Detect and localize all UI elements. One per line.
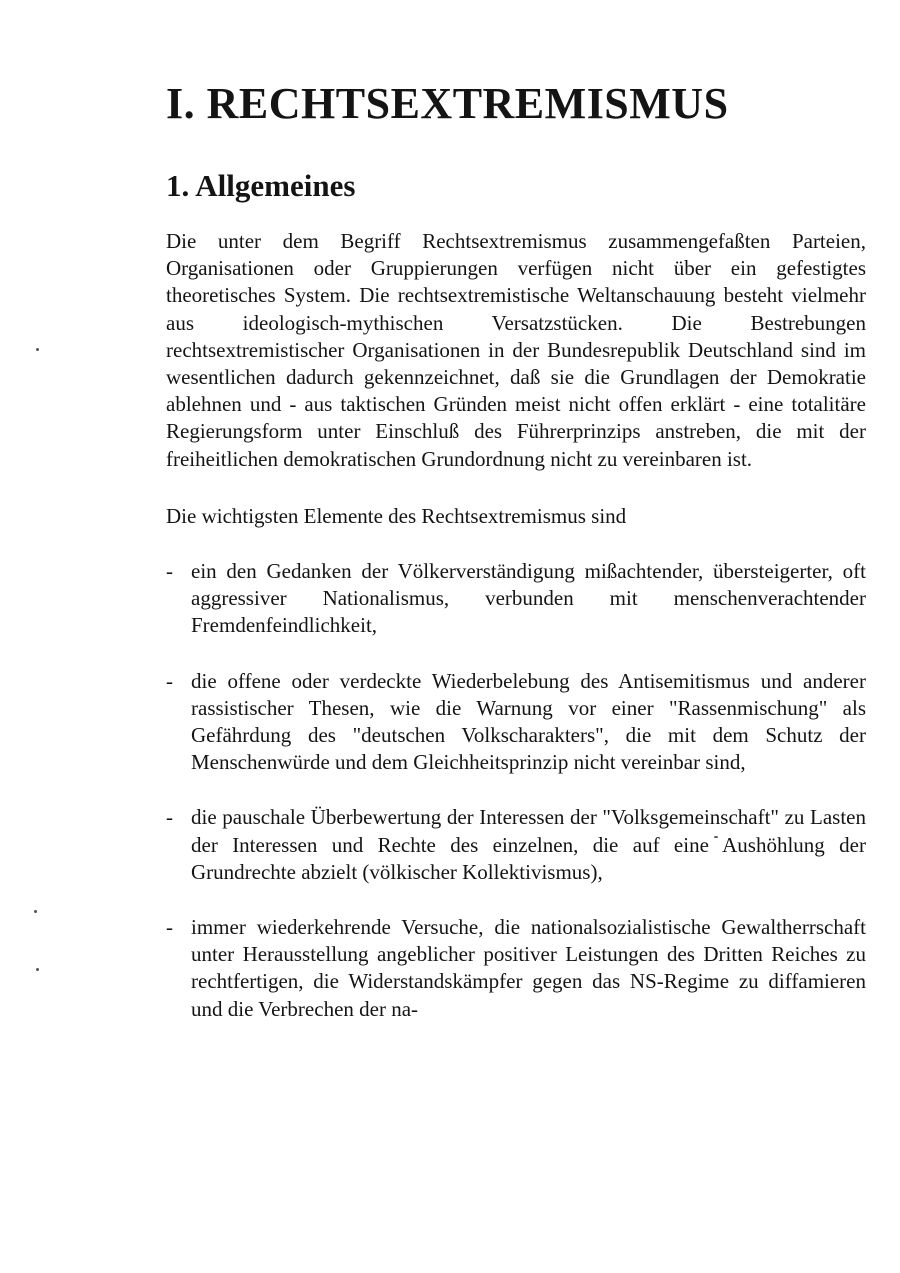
list-item-text: immer wiederkehrende Versuche, die nationalsozialistische Gewaltherrschaft unter Herausstellung angeblicher positiver Leistungen des Dritten Reiches zu rechtfertigen, die Widerstandskämpfer gegen das NS-Regime zu diffamieren und die Verbrechen der na- bbox=[191, 915, 866, 1021]
list-item bbox=[166, 668, 866, 777]
document-body bbox=[166, 78, 866, 1023]
scan-speck bbox=[36, 348, 39, 351]
list-item-text: die offene oder verdeckte Wiederbelebung des Antisemitismus und anderer rassistischer Thesen, wie die Warnung vor einer "Rassenmischung" als Gefährdung des "deutschen Volkscharakters", die mit dem Schutz der Menschenwürde und dem Gleichheitsprinzip nicht vereinbar sind, bbox=[191, 668, 866, 775]
section-heading: 1. Allgemeines bbox=[166, 168, 356, 203]
list-item bbox=[166, 558, 866, 640]
list-item-text: ein den Gedanken der Völkerverständigung mißachtender, übersteigerter, oft aggressiver Nationalismus, verbunden mit menschenverachtender Fremdenfeindlichkeit, bbox=[191, 559, 866, 638]
dash-bullet: - bbox=[166, 559, 173, 584]
dash-bullet: - bbox=[166, 668, 173, 693]
dash-bullet: - bbox=[166, 915, 173, 940]
dash-bullet: - bbox=[166, 805, 173, 830]
chapter-title: I. RECHTSEXTREMISMUS bbox=[166, 79, 729, 128]
scan-speck bbox=[34, 910, 37, 913]
elements-list bbox=[166, 558, 866, 1023]
list-item-text: die pauschale Überbewertung der Interessen der "Volksgemeinschaft" zu Lasten der Interessen und Rechte des einzelnen, die auf eine Aushöhlung der Grundrechte abzielt (völkischer Kollektivismus), bbox=[191, 805, 866, 884]
list-item bbox=[166, 804, 866, 886]
scan-speck bbox=[36, 968, 39, 971]
list-item bbox=[166, 914, 866, 1023]
intro-paragraph: Die unter dem Begriff Rechtsextremismus zusammengefaßten Parteien, Organisationen oder Gruppierungen verfügen nicht über ein gefestigtes theoretisches System. Die rechtsextremistische Weltanschauung besteht vielmehr aus ideologisch-mythischen Versatzstücken. Die Bestrebungen rechtsextremistischer Organisationen in der Bundesrepublik Deutschland sind im wesentlichen dadurch gekennzeichnet, daß sie die Grundlagen der Demokratie ablehnen und - aus taktischen Gründen meist nicht offen erklärt - eine totalitäre Regierungsform unter Einschluß des Führerprinzips anstreben, die mit der freiheitlichen demokratischen Grundordnung nicht zu vereinbaren ist. bbox=[166, 229, 866, 471]
lead-in-sentence: Die wichtigsten Elemente des Rechtsextremismus sind bbox=[166, 503, 627, 528]
